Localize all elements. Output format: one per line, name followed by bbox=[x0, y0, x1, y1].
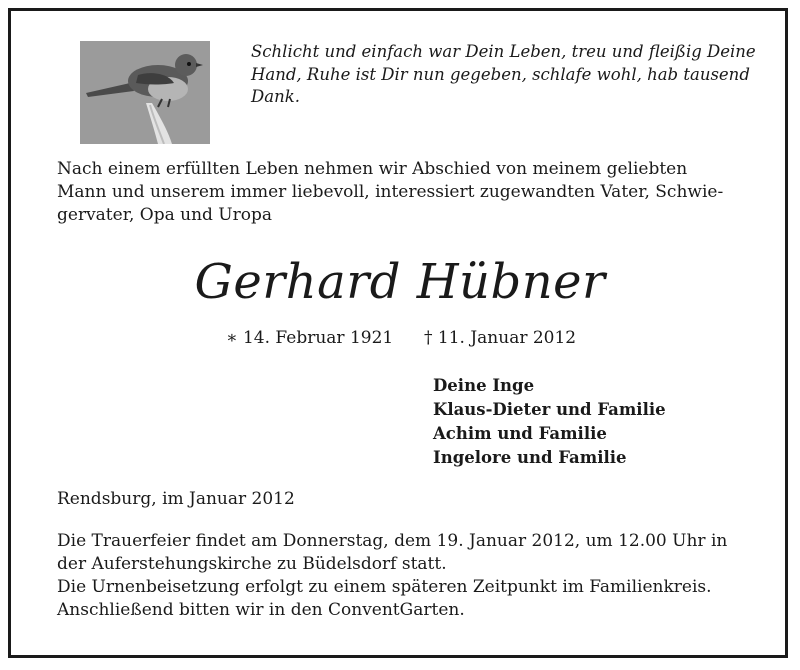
deceased-name: Gerhard Hübner bbox=[194, 254, 606, 310]
notes-line: Die Urnenbeisetzung erfolgt zu einem späteren Zeitpunkt im Familienkreis. bbox=[57, 577, 712, 597]
family-member: Klaus-Dieter und Familie bbox=[433, 400, 666, 419]
notes-line: der Auferstehungskirche zu Büdelsdorf statt. bbox=[57, 554, 447, 574]
family-member: Ingelore und Familie bbox=[433, 448, 627, 467]
bird-image bbox=[80, 41, 210, 144]
motto-verse bbox=[251, 41, 771, 109]
intro-line: Nach einem erfüllten Leben nehmen wir Abschied von meinem geliebten bbox=[57, 159, 688, 179]
notes-line: Die Trauerfeier findet am Donnerstag, dem 19. Januar 2012, um 12.00 Uhr in bbox=[57, 531, 728, 551]
motto-line: Hand, Ruhe ist Dir nun gegeben, schlafe wohl, hab tausend bbox=[251, 64, 750, 84]
intro-line: Mann und unserem immer liebevoll, interessiert zugewandten Vater, Schwie- bbox=[57, 182, 724, 202]
motto-line: Schlicht und einfach war Dein Leben, treu und fleißig Deine bbox=[251, 42, 756, 61]
funeral-notes bbox=[57, 530, 777, 622]
death-date: † 11. Januar 2012 bbox=[424, 328, 577, 348]
family-member: Achim und Familie bbox=[433, 424, 607, 443]
family-signatures bbox=[433, 374, 666, 470]
motto-line: Dank. bbox=[251, 87, 300, 106]
bird-photo bbox=[80, 41, 210, 144]
intro-line: gervater, Opa und Uropa bbox=[57, 205, 273, 225]
family-member: Deine Inge bbox=[433, 376, 535, 395]
intro-text bbox=[57, 158, 777, 227]
place-and-date: Rendsburg, im Januar 2012 bbox=[57, 489, 295, 509]
birth-date: ∗ 14. Februar 1921 bbox=[226, 328, 394, 348]
notes-line: Anschließend bitten wir in den ConventGarten. bbox=[57, 600, 465, 620]
